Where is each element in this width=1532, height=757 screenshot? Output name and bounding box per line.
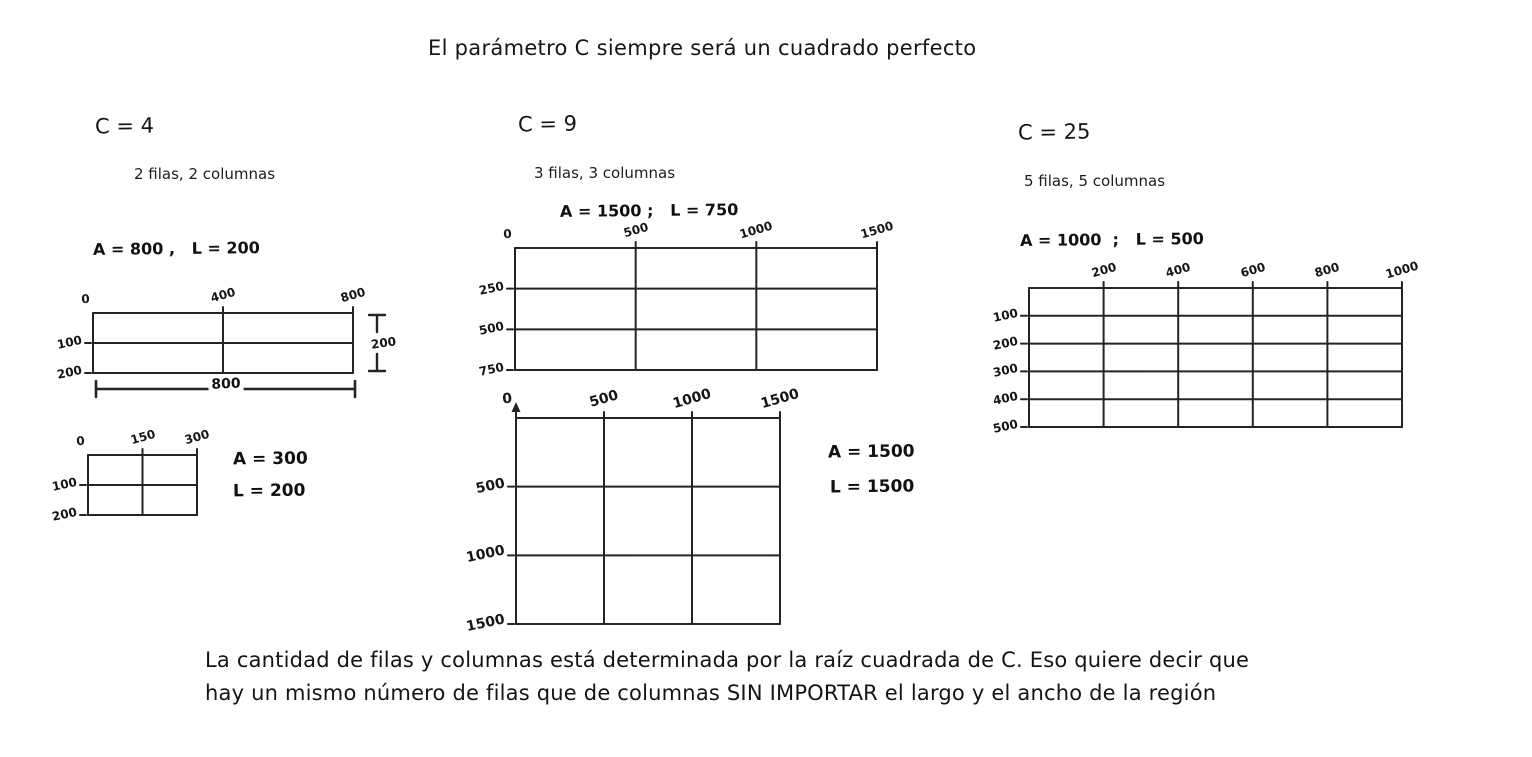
page-title: El parámetro C siempre será un cuadrado perfecto	[428, 36, 977, 60]
y-axis-label: 100	[55, 332, 84, 352]
height-dimension-c4	[362, 311, 396, 375]
grid-lines	[516, 418, 780, 624]
x-axis-label: 1000	[671, 385, 713, 413]
x-axis-label: 300	[183, 426, 211, 448]
grid-lines	[1029, 288, 1402, 427]
y-axis-label: 500	[474, 474, 507, 497]
footer-line-2: hay un mismo número de filas que de columnas SIN IMPORTAR el largo y el ancho de la región	[205, 681, 1217, 705]
x-axis-label: 150	[128, 426, 157, 448]
x-axis-label: 200	[1089, 259, 1118, 281]
y-axis-label: 400	[991, 389, 1020, 408]
c9-square-length-label: L = 1500	[829, 476, 915, 498]
x-axis-label: 0	[75, 433, 86, 449]
x-axis-label: 0	[80, 291, 91, 307]
y-axis-label: 100	[50, 474, 79, 494]
c4-params: A = 800 , L = 200	[92, 238, 260, 259]
grid-c9-square	[464, 385, 801, 636]
footer-note	[205, 644, 1249, 710]
y-axis-label: 500	[477, 319, 506, 339]
c4-heading: C = 4	[94, 113, 155, 139]
c25-subheading: 5 filas, 5 columnas	[1024, 172, 1166, 190]
grid-c4-main	[55, 284, 367, 382]
x-axis-label: 800	[339, 284, 367, 306]
x-axis-label: 1500	[859, 218, 895, 242]
c25-params: A = 1000 ; L = 500	[1019, 229, 1204, 250]
grid-lines	[515, 248, 877, 370]
c4-small-area-label: A = 300	[232, 448, 308, 470]
y-axis-label: 1500	[464, 611, 507, 636]
x-axis-label: 500	[621, 219, 650, 241]
dimension-label: 800	[208, 376, 244, 393]
footer-line-1: La cantidad de filas y columnas está determinada por la raíz cuadrada de C. Eso quiere decir que	[205, 648, 1250, 672]
y-axis-label: 100	[991, 305, 1020, 325]
x-axis-label: 0	[501, 390, 513, 408]
c9-params: A = 1500 ; L = 750	[559, 200, 739, 221]
y-axis-label: 200	[55, 362, 84, 382]
x-axis-label: 500	[587, 387, 621, 411]
y-axis-label: 250	[477, 278, 506, 298]
c9-subheading: 3 filas, 3 columnas	[534, 164, 676, 182]
x-axis-label: 800	[1313, 259, 1342, 281]
grid-lines	[88, 455, 197, 515]
x-axis-label: 0	[502, 226, 513, 242]
y-axis-label: 750	[477, 359, 506, 379]
x-axis-label: 400	[1164, 259, 1193, 281]
grid-c25-main	[991, 258, 1420, 436]
c25-heading: C = 25	[1017, 119, 1091, 145]
c4-subheading: 2 filas, 2 columnas	[134, 165, 276, 183]
y-axis-label: 200	[991, 333, 1020, 353]
c9-square-area-label: A = 1500	[827, 441, 915, 463]
y-axis-label: 1000	[464, 542, 507, 567]
c9-heading: C = 9	[517, 111, 578, 137]
grid-c4-small	[50, 426, 211, 524]
y-axis-label: 300	[991, 361, 1020, 381]
x-axis-label: 1000	[738, 218, 775, 242]
x-axis-label: 1500	[759, 385, 801, 413]
width-dimension-c4	[94, 375, 357, 398]
grid-lines	[93, 313, 353, 373]
x-axis-label: 1000	[1384, 258, 1420, 282]
x-axis-label: 400	[209, 284, 237, 306]
y-axis-label: 500	[991, 416, 1020, 436]
c4-small-length-label: L = 200	[232, 480, 306, 502]
x-axis-label: 600	[1238, 259, 1267, 281]
dimension-label: 200	[367, 334, 400, 352]
grid-c9-main	[477, 218, 895, 379]
y-axis-label: 200	[50, 504, 79, 524]
